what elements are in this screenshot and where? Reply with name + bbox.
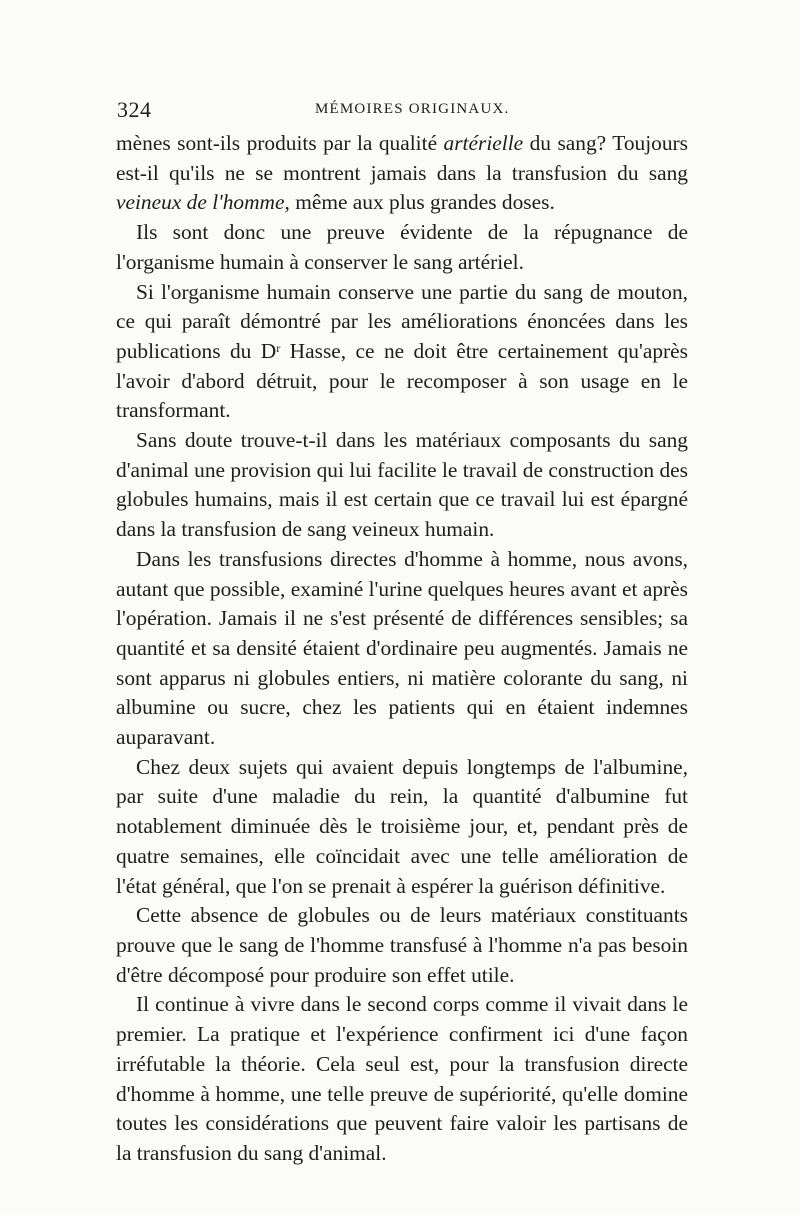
page-header (117, 97, 689, 127)
text-span: mènes sont-ils produits par la qualité (116, 131, 444, 155)
text-span: Hasse, ce ne doit être certainement qu'après l'avoir d'abord détruit, pour le recomposer à son usage en le transformant. (116, 338, 688, 423)
paragraph-continuation (116, 129, 688, 218)
paragraph (116, 278, 688, 427)
paragraph: Ils sont donc une preuve évidente de la répugnance de l'organisme humain à conserver le sang artériel. (116, 220, 688, 274)
page-number: 324 (117, 97, 152, 122)
paragraph: Cette absence de globules ou de leurs matériaux constituants prouve que le sang de l'homme transfusé à l'homme n'a pas besoin d'être décomposé pour produire son effet utile. (116, 903, 688, 987)
italic-term: artérielle (443, 131, 524, 155)
text-span: Si l'organisme humain conserve une partie du sang de mouton, ce qui paraît démontré par les améliorations énoncées dans les publications du D (116, 279, 688, 363)
paragraph: Il continue à vivre dans le second corps comme il vivait dans le premier. La pratique et l'expérience confirment ici d'une façon irréfutable la théorie. Cela seul est, pour la transfusion directe d'homme à homme, une telle preuve de supériorité, qu'elle domine toutes les considérations que peuvent faire valoir les partisans de la transfusion du sang d'animal. (116, 992, 688, 1165)
italic-term: veineux de l'homme (116, 190, 285, 215)
text-span: , même aux plus grandes doses. (284, 190, 555, 215)
paragraph: Dans les transfusions directes d'homme à homme, nous avons, autant que possible, examiné l'urine quelques heures avant et après l'opération. Jamais il ne s'est présenté de différences sensibles; sa quantité et sa densité étaient d'ordinaire peu augmentés. Jamais ne sont apparus ni globules entiers, ni matière colorante du sang, ni albumine ou sucre, chez les patients qui en étaient indemnes auparavant. (116, 546, 688, 750)
paragraph: Sans doute trouve-t-il dans les matériaux composants du sang d'animal une provision qui lui facilite le travail de construction des globules humains, mais il est certain que ce travail lui est épargné dans la transfusion de sang veineux humain. (116, 428, 688, 542)
body-text (116, 129, 688, 1169)
text-span: du sang? Toujours est-il qu'ils ne se montrent jamais dans la transfusion du sang (116, 131, 688, 185)
paragraph: Chez deux sujets qui avaient depuis longtemps de l'albumine, par suite d'une maladie du rein, la quantité d'albumine fut notablement diminuée dès le troisième jour, et, pendant près de quatre semaines, elle coïncidait avec une telle amélioration de l'état général, que l'on se prenait à espérer la guérison définitive. (116, 754, 688, 898)
superscript: r (276, 340, 281, 355)
running-title: MÉMOIRES ORIGINAUX. (315, 101, 510, 117)
